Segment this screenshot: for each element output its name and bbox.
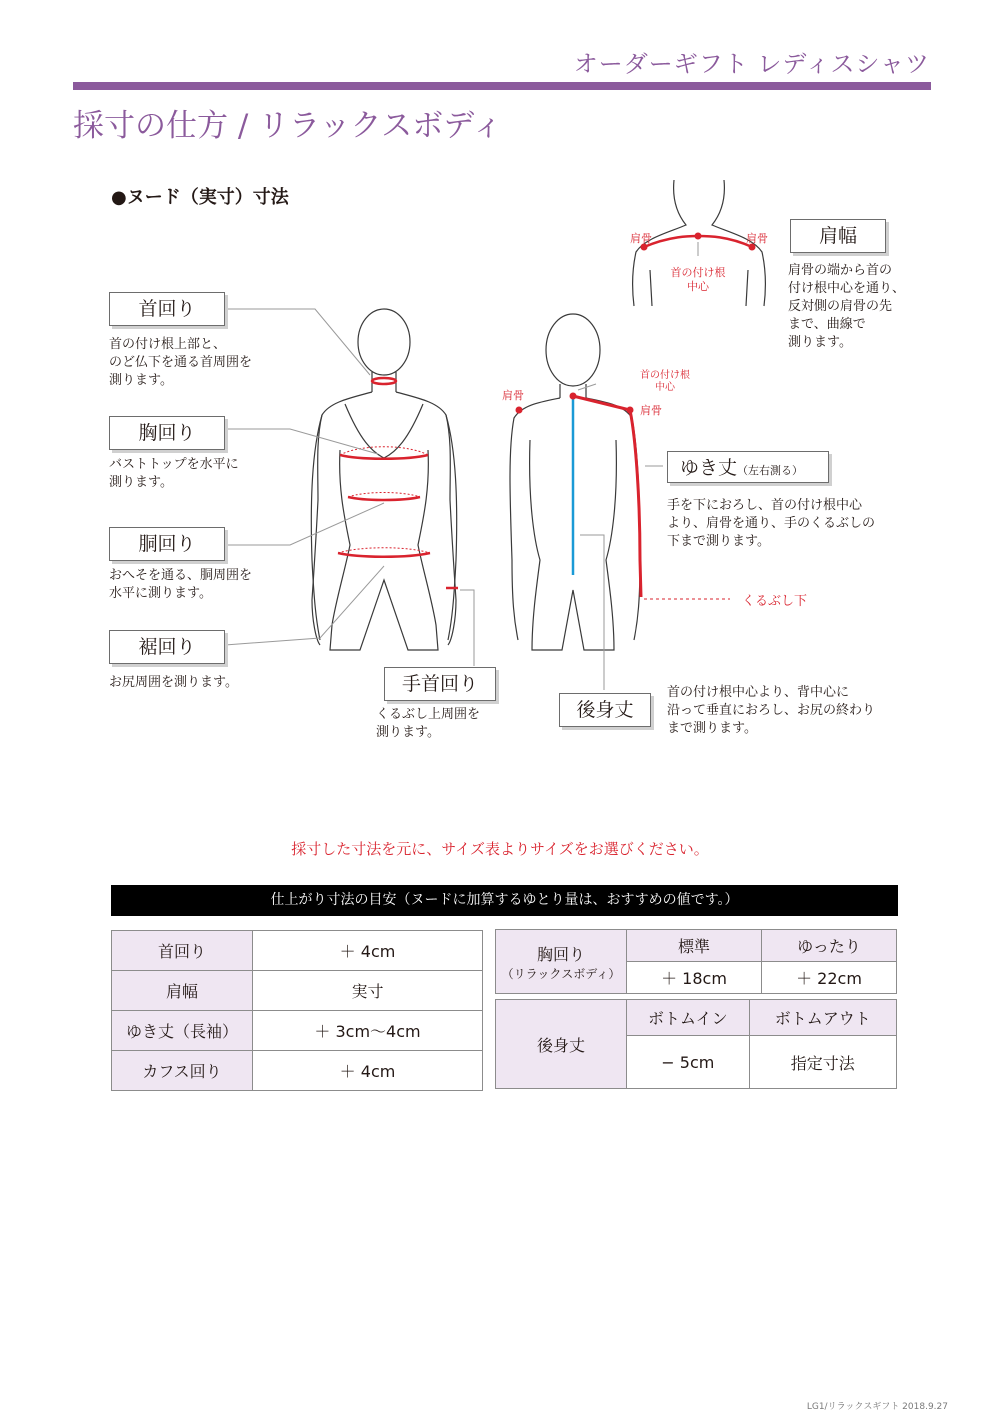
neck-desc: 首の付け根上部と、 のど仏下を通る首周囲を 測ります。 (109, 337, 253, 388)
brand-title: オーダーギフト レディスシャツ (573, 50, 930, 78)
waist-label: 胴回り (109, 527, 225, 561)
table-row: − 5cm 指定寸法 (496, 1036, 897, 1089)
wrist-label: 手首回り (384, 667, 496, 701)
bust-desc: バストトップを水平に 測ります。 (109, 457, 239, 490)
back-figure (510, 314, 640, 650)
back-length-label: 後身丈 (559, 693, 651, 727)
neck-center-label-inset: 首の付け根 中心 (670, 266, 726, 293)
footer-code: LG1/リラックスギフト 2018.9.27 (806, 1402, 948, 1412)
neck-label: 首回り (109, 292, 225, 326)
shoulder-label: 肩幅 (790, 219, 886, 253)
wrist-desc: くるぶし上周囲を 測ります。 (376, 707, 481, 740)
shoulder-dot-right (627, 407, 634, 414)
neck-center-dot (570, 393, 577, 400)
section-title: ●ヌード（実寸）寸法 (111, 187, 289, 208)
table-row: 胸回り （リラックスボディ） 標準 ゆったり (496, 930, 897, 962)
left-spec-table (111, 930, 483, 1091)
back-length-desc: 首の付け根中心より、背中心に 沿って垂直におろし、お尻の終わり まで測ります。 (667, 685, 876, 736)
front-measure-lines (338, 378, 458, 588)
shoulder-bone-label-right: 肩骨 (746, 232, 768, 245)
table-row: カフス回り ＋ 4cm (112, 1051, 483, 1091)
page-title: 採寸の仕方 / リラックスボディ (73, 108, 503, 144)
inset-dot-center (695, 233, 702, 240)
shoulder-bone-label-back-left: 肩骨 (502, 389, 524, 402)
sleeve-desc: 手を下におろし、首の付け根中心 より、肩骨を通り、手のくるぶしの 下まで測ります。 (667, 498, 876, 549)
hip-desc: お尻周囲を測ります。 (109, 675, 238, 690)
table-row: ゆき丈（長袖） ＋ 3cm〜4cm (112, 1011, 483, 1051)
neck-center-label-back: 首の付け根 中心 (640, 370, 690, 393)
waist-desc: おへそを通る、胴周囲を 水平に測ります。 (109, 568, 253, 601)
size-notice: 採寸した寸法を元に、サイズ表よりサイズをお選びください。 (291, 840, 709, 858)
back-spec-table (495, 999, 897, 1089)
shoulder-bone-label-back-right: 肩骨 (640, 404, 662, 417)
table-row: ＋ 18cm ＋ 22cm (496, 962, 897, 994)
knuckle-below-label: くるぶし下 (742, 594, 808, 609)
shoulder-desc: 肩骨の端から首の 付け根中心を通り、 反対側の肩骨の先 まで、曲線で 測ります。 (788, 263, 906, 350)
bust-spec-table (495, 929, 897, 994)
table-row: 後身丈 ボトムイン ボトムアウト (496, 1000, 897, 1036)
sleeve-label: ゆき丈（左右測る） (667, 451, 829, 483)
leader-lines (225, 242, 698, 690)
shoulder-dot-left (516, 407, 523, 414)
shoulder-bone-label-left: 肩骨 (630, 232, 652, 245)
bust-label: 胸回り (109, 416, 225, 450)
front-figure (311, 309, 456, 650)
table-row: 首回り ＋ 4cm (112, 931, 483, 971)
table-header-bar: 仕上がり寸法の目安（ヌードに加算するゆとり量は、おすすめの値です。） (111, 885, 898, 916)
table-row: 肩幅 実寸 (112, 971, 483, 1011)
hip-label: 裾回り (109, 630, 225, 664)
